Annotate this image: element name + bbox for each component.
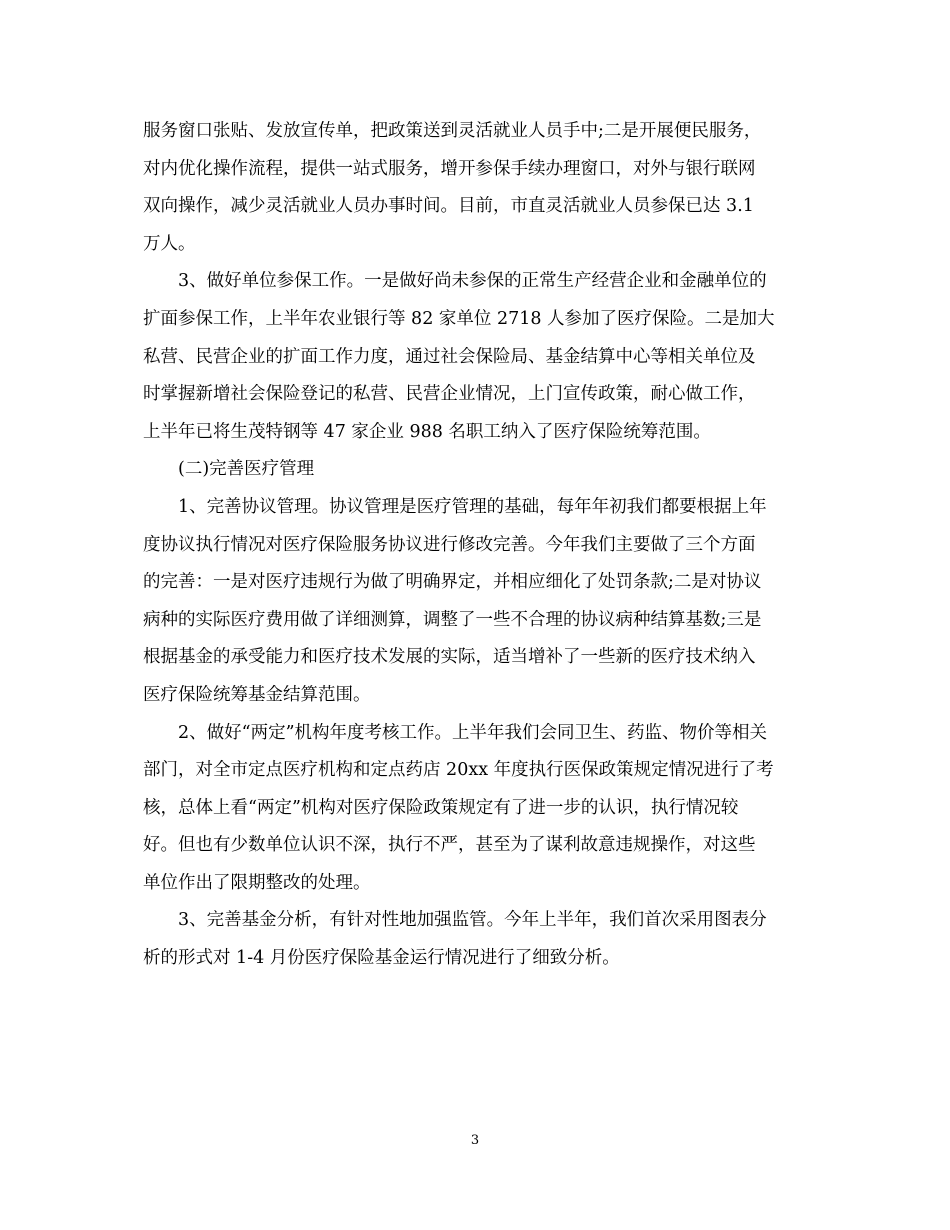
paragraph: [143, 263, 809, 451]
paragraph: [143, 113, 809, 263]
text-line: 私营、民营企业的扩面工作力度，通过社会保险局、基金结算中心等相关单位及: [143, 346, 756, 367]
text-line: 部门，对全市定点医疗机构和定点药店 20xx 年度执行医保政策规定情况进行了考: [143, 760, 774, 781]
document-body: [143, 113, 809, 978]
text-line: 单位作出了限期整改的处理。: [143, 872, 371, 893]
text-line: 3、做好单位参保工作。一是做好尚未参保的正常生产经营企业和金融单位的: [178, 271, 767, 292]
text-line: 上半年已将生茂特钢等 47 家企业 988 名职工纳入了医疗保险统筹范围。: [143, 421, 711, 442]
text-line: 医疗保险统筹基金结算范围。: [143, 684, 371, 705]
text-line: 双向操作，减少灵活就业人员办事时间。目前，市直灵活就业人员参保已达 3.1: [143, 196, 754, 217]
paragraph: [143, 902, 809, 977]
text-line: 析的形式对 1-4 月份医疗保险基金运行情况进行了细致分析。: [143, 948, 620, 969]
text-line: 度协议执行情况对医疗保险服务协议进行修改完善。今年我们主要做了三个方面: [143, 534, 756, 555]
paragraph: [143, 489, 809, 715]
text-line: 的完善：一是对医疗违规行为做了明确界定，并相应细化了处罚条款;二是对协议: [143, 572, 762, 593]
text-line: 3、完善基金分析，有针对性地加强监管。今年上半年，我们首次采用图表分: [178, 910, 767, 931]
text-line: 2、做好“两定”机构年度考核工作。上半年我们会同卫生、药监、物价等相关: [178, 722, 768, 743]
paragraph: [143, 715, 809, 903]
text-line: 好。但也有少数单位认识不深，执行不严，甚至为了谋利故意违规操作，对这些: [143, 835, 756, 856]
text-line: 扩面参保工作，上半年农业银行等 82 家单位 2718 人参加了医疗保险。二是加大: [143, 308, 775, 329]
text-line: (二)完善医疗管理: [178, 459, 315, 480]
text-line: 时掌握新增社会保险登记的私营、民营企业情况，上门宣传政策，耐心做工作，: [143, 384, 756, 405]
text-line: 对内优化操作流程，提供一站式服务，增开参保手续办理窗口，对外与银行联网: [143, 158, 756, 179]
paragraph: [143, 451, 809, 489]
text-line: 1、完善协议管理。协议管理是医疗管理的基础，每年年初我们都要根据上年: [178, 496, 767, 517]
page-number: 3: [470, 1133, 480, 1148]
text-line: 核，总体上看“两定”机构对医疗保险政策规定有了进一步的认识，执行情况较: [143, 797, 739, 818]
text-line: 万人。: [143, 233, 196, 254]
text-line: 病种的实际医疗费用做了详细测算，调整了一些不合理的协议病种结算基数;三是: [143, 609, 762, 630]
text-line: 服务窗口张贴、发放宣传单，把政策送到灵活就业人员手中;二是开展便民服务，: [143, 121, 762, 141]
text-line: 根据基金的承受能力和医疗技术发展的实际，适当增补了一些新的医疗技术纳入: [143, 647, 756, 668]
